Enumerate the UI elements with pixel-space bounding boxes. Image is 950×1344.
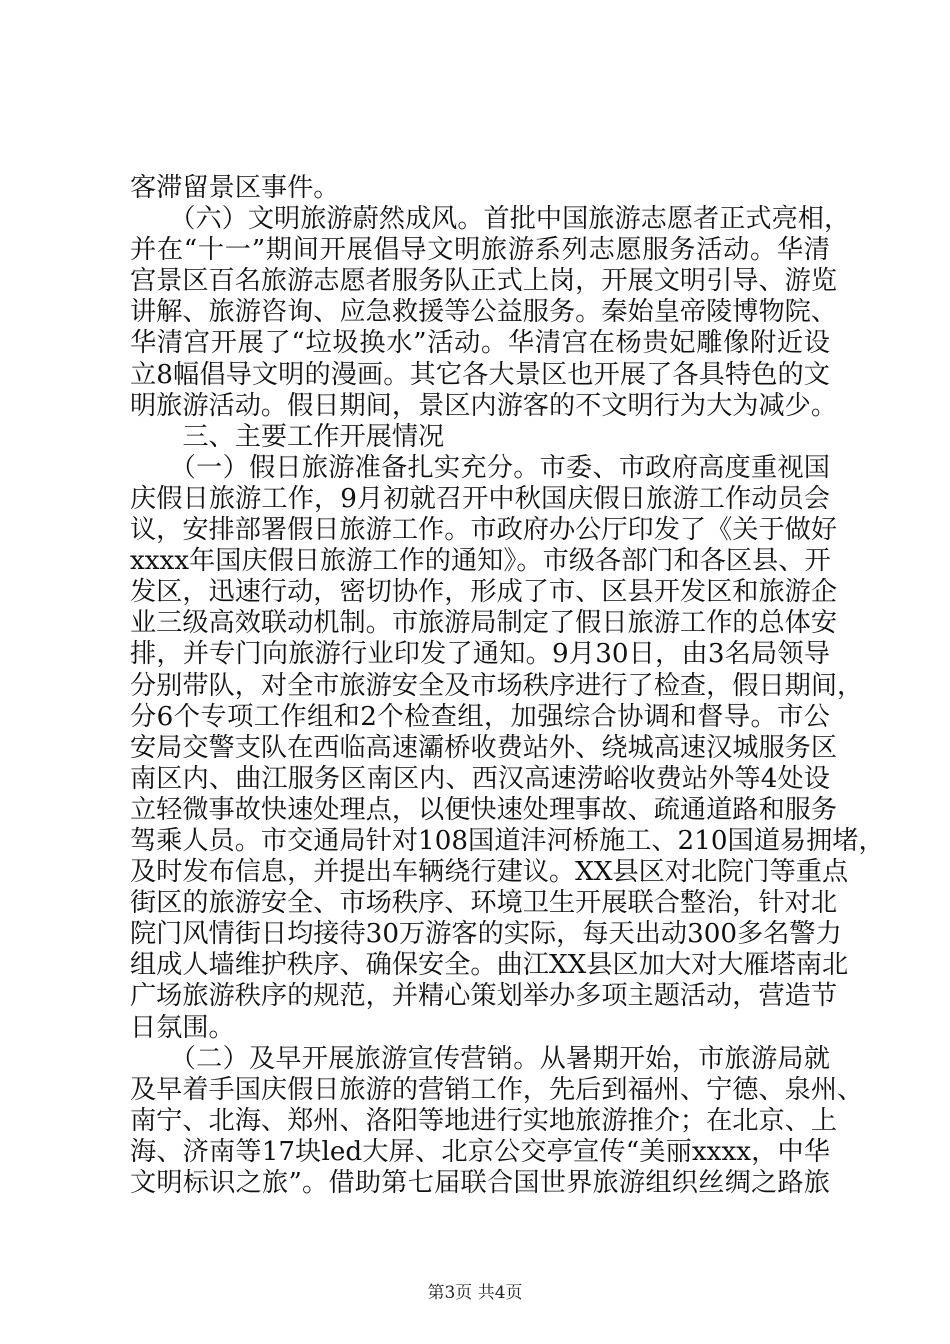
- text-line-5: 讲解、旅游咨询、应急救援等公益服务。秦始皇帝陵博物院、: [130, 297, 838, 327]
- text-line-22: 驾乘人员。市交通局针对108国道沣河桥施工、210国道易拥堵，: [130, 826, 885, 856]
- text-line-29: （二）及早开展旅游宣传营销。从暑期开始，市旅游局就: [130, 1044, 830, 1074]
- text-line-10: （一）假日旅游准备扎实充分。市委、市政府高度重视国: [130, 453, 830, 483]
- text-line-24: 街区的旅游安全、市场秩序、环境卫生开展联合整治，针对北: [130, 888, 838, 918]
- text-line-15: 业三级高效联动机制。市旅游局制定了假日旅游工作的总体安: [130, 608, 838, 638]
- text-line-25: 院门风情街日均接待30万游客的实际，每天出动300多名警力: [130, 919, 842, 949]
- text-line-33: 文明标识之旅”。借助第七届联合国世界旅游组织丝绸之路旅: [130, 1168, 830, 1198]
- text-line-30: 及早着手国庆假日旅游的营销工作，先后到福州、宁德、泉州、: [130, 1075, 864, 1105]
- text-line-19: 安局交警支队在西临高速灞桥收费站外、绕城高速汉城服务区: [130, 733, 838, 763]
- text-line-8: 明旅游活动。假日期间，景区内游客的不文明行为大为减少。: [130, 391, 838, 421]
- text-line-7: 立8幅倡导文明的漫画。其它各大景区也开展了各具特色的文: [130, 360, 830, 390]
- page-footer: 第3页 共4页: [427, 1283, 523, 1303]
- section-heading: 三、主要工作开展情况: [130, 422, 445, 452]
- text-line-11: 庆假日旅游工作，9月初就召开中秋国庆假日旅游工作动员会: [130, 484, 830, 514]
- text-line-12: 议，安排部署假日旅游工作。市政府办公厅印发了《关于做好: [130, 515, 838, 545]
- text-line-18: 分6个专项工作组和2个检查组，加强综合协调和督导。市公: [130, 702, 830, 732]
- text-line-20: 南区内、曲江服务区南区内、西汉高速涝峪收费站外等4处设: [130, 764, 830, 794]
- text-line-3: 并在“十一”期间开展倡导文明旅游系列志愿服务活动。华清: [130, 235, 830, 265]
- text-line-28: 日氛围。: [130, 1013, 235, 1043]
- text-line-27: 广场旅游秩序的规范，并精心策划举办多项主题活动，营造节: [130, 981, 838, 1011]
- text-line-31: 南宁、北海、郑州、洛阳等地进行实地旅游推介；在北京、上: [130, 1106, 838, 1136]
- text-line-26: 组成人墙维护秩序、确保安全。曲江XX县区加大对大雁塔南北: [130, 950, 849, 980]
- text-line-1: 客滞留景区事件。: [130, 173, 340, 203]
- text-line-32: 海、济南等17块led大屏、北京公交亭宣传“美丽xxxx，中华: [130, 1137, 830, 1167]
- text-line-6: 华清宫开展了“垃圾换水”活动。华清宫在杨贵妃雕像附近设: [130, 328, 830, 358]
- text-line-14: 发区，迅速行动，密切协作，形成了市、区县开发区和旅游企: [130, 577, 838, 607]
- text-line-23: 及时发布信息，并提出车辆绕行建议。XX县区对北院门等重点: [130, 857, 849, 887]
- text-line-4: 宫景区百名旅游志愿者服务队正式上岗，开展文明引导、游览: [130, 266, 838, 296]
- text-line-17: 分别带队，对全市旅游安全及市场秩序进行了检查，假日期间，: [130, 671, 864, 701]
- text-line-2: （六）文明旅游蔚然成风。首批中国旅游志愿者正式亮相，: [130, 204, 851, 234]
- text-line-16: 排，并专门向旅游行业印发了通知。9月30日，由3名局领导: [130, 639, 830, 669]
- text-line-21: 立轻微事故快速处理点，以便快速处理事故、疏通道路和服务: [130, 795, 838, 825]
- text-line-13: xxxx年国庆假日旅游工作的通知》。市级各部门和各区县、开: [130, 546, 831, 576]
